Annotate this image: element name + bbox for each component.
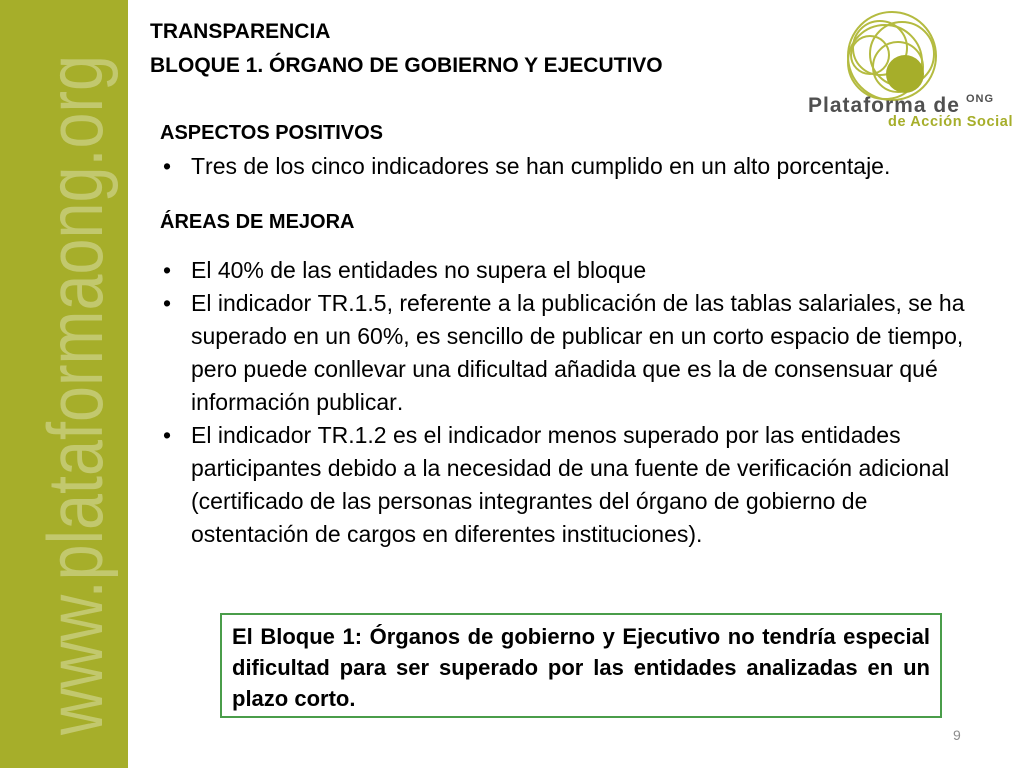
logo-tagline: de Acción Social — [888, 114, 1014, 130]
list-item: • Tres de los cinco indicadores se han cumplido en un alto porcentaje. — [163, 150, 977, 183]
positives-list — [163, 150, 977, 183]
sidebar-url-watermark: www.plataformaong.org — [31, 54, 119, 736]
slide-subtitle: BLOQUE 1. ÓRGANO DE GOBIERNO Y EJECUTIVO — [150, 54, 663, 77]
overlapping-circles-icon — [830, 8, 960, 108]
logo-superscript: ONG — [966, 93, 995, 105]
organization-logo — [800, 8, 1016, 128]
improvements-heading: ÁREAS DE MEJORA — [160, 211, 355, 233]
list-item: • El 40% de las entidades no supera el bloque — [163, 254, 977, 287]
slide-title: TRANSPARENCIA — [150, 20, 331, 43]
conclusion-text: El Bloque 1: Órganos de gobierno y Ejecutivo no tendría especial dificultad para ser superado por las entidades analizadas en un plazo corto. — [232, 624, 930, 711]
slide-header — [150, 15, 663, 83]
page-number: 9 — [953, 727, 961, 743]
positives-heading: ASPECTOS POSITIVOS — [160, 122, 384, 144]
list-item: • El indicador TR.1.5, referente a la publicación de las tablas salariales, se ha superado en un 60%, es sencillo de publicar en un corto espacio de tiempo, pero puede conllevar una dificultad añadida que es la de consensuar qué información publicar. — [163, 287, 977, 419]
conclusion-box — [220, 613, 942, 718]
logo-name: Plataforma de — [808, 94, 960, 117]
list-item: • El indicador TR.1.2 es el indicador menos superado por las entidades participantes debido a la necesidad de una fuente de verificación adicional (certificado de las personas integrantes del órgano de gobierno de ostentación de cargos en diferentes instituciones). — [163, 419, 977, 551]
improvements-list — [163, 254, 977, 551]
sidebar-band — [0, 0, 128, 768]
